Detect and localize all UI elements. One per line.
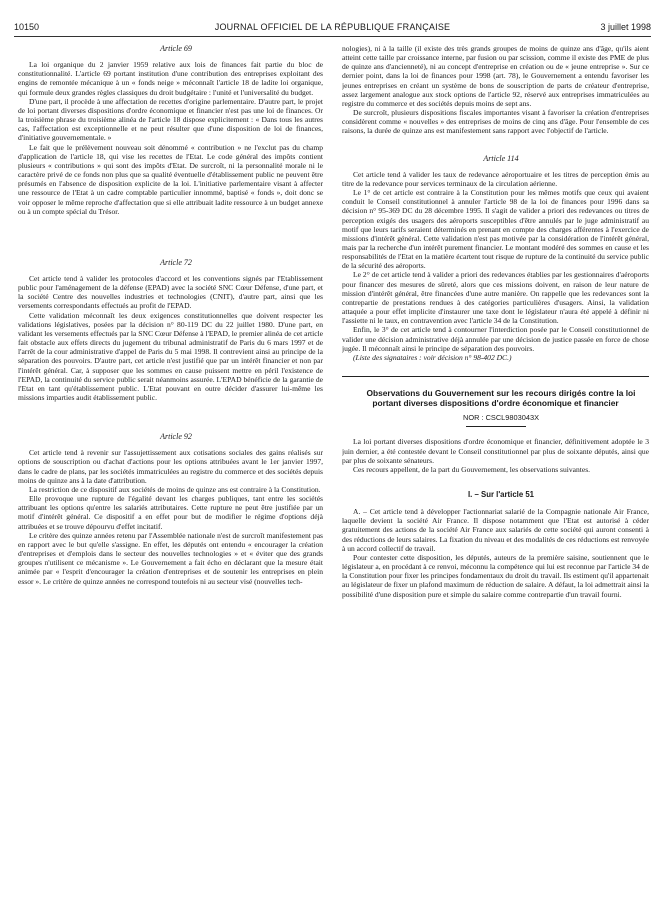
observations-paragraph: Ces recours appellent, de la part du Gouvernement, les observations suivantes. xyxy=(353,464,591,474)
article-92-paragraph: Le critère des quinze années retenu par l'Assemblée nationale n'est de surcroît manifestement pas en rapport avec le but qu'elle s'assigne. En effet, les députés ont entendu « encourager la création d'entreprises et d'emplois dans le secteur des nouvelles technologies » et « éviter que des grands groupes n'utilisent ce mécanisme ». Le Gouvernement a fait écho en déclarant que la mesure était animée par « l'esprit d'encourager la création d'entreprises et de soutenir les entreprises en plein essor ». Le critère de quinze années ne correspond toutefois ni au secteur visé (nouvelles tech- xyxy=(18,530,323,586)
article-114-paragraph: Le 1° de cet article est contraire à la Constitution pour les mêmes motifs que ceux qui avaient conduit le Conseil constitutionnel à annuler l'article 98 de la loi de finances pour 1996 dans sa décision n° 95-369 DC du 28 décembre 1995. Il s'agit de valider a priori des redevances ou titres de perception exigés des usagers des aéroports susceptibles d'être annulés par le juge administratif au motif que leurs tarifs seraient déterminés en prenant en compte des charges afférentes à l'exercice de missions d'intérêt général. Cette validation n'est pas motivée par la considération de l'intérêt général, mais par la recherche d'un intérêt purement financier. Le montant modéré des sommes en cause et les responsabilités de l'Etat en la matière écartent tout risque de rupture de la continuité du service public de la sécurité des aéroports. xyxy=(342,188,649,271)
page-number: 10150 xyxy=(14,22,40,32)
article-69-paragraph: D'une part, il procède à une affectation de recettes d'origine parlementaire. D'autre part, le projet de loi portant diverses dispositions d'ordre économique et financier n'est pas une loi de finances. Or la troisième phrase du troisième alinéa de l'article 18 dispose explicitement : « Dans tous les autres cas, l'affectation est exceptionnelle et ne peut résulter que d'une disposition de loi de finances, d'initiative gouvernementale. » xyxy=(18,96,323,143)
left-column xyxy=(18,44,323,894)
article-69-title: Article 69 xyxy=(160,44,192,53)
article-72-paragraph: Cet article tend à valider les protocoles d'accord et les conventions signés par l'Etablissement public pour l'aménagement de la défense (EPAD) avec la société SNC Cœur Défense, d'une part, et la société Centre des nouvelles industries et technologies (CNIT), d'autre part, ainsi que les versements correspondants effectués au profit de l'EPAD. xyxy=(18,273,323,311)
article-92-title: Article 92 xyxy=(160,432,192,442)
continued-paragraph: De surcroît, plusieurs dispositions fiscales importantes visant à favoriser la création d'entreprises considèrent comme « nouvelles » des entreprises de moins de cinq ans d'âge. Pour l'ensemble de ces raisons, la durée de quinze ans est manifestement sans rapport avec l'objectif de l'article. xyxy=(342,108,649,136)
nor-reference: NOR : CSCL9803043X xyxy=(463,413,539,423)
article-69-paragraph: Le fait que le prélèvement nouveau soit dénommé « contribution » ne l'exclut pas du champ d'application de l'article 18, qui vise les recettes de l'Etat. Le code général des impôts contient plusieurs « contributions » qui sont des impôts d'Etat. De surcroît, ni la personnalité morale ni le caractère privé de ce fonds non plus que sa qualité éventuelle d'établissement public ne peuvent être présumés en l'absence de disposition explicite de la loi. L'initiative parlementaire visant à affecter une ressource de l'Etat à un cadre comptable particulier innommé, baptisé « fonds », doit donc se voir opposer le même reproche d'affectation que si elle attribuait ladite ressource à un budget annexe ou à un compte spécial du Trésor. xyxy=(18,142,323,216)
article-92-paragraph: Elle provoque une rupture de l'égalité devant les charges publiques, tant entre les sociétés attribuant les options qu'entre les salariés attributaires. Cette rupture ne peut être justifiée par un motif d'intérêt général. Ce dispositif a en effet pour but de modifier le régime d'options déjà attribuées et se trouve dépourvu d'effet incitatif. xyxy=(18,494,323,531)
section-title: I. – Sur l'article 51 xyxy=(468,489,534,499)
article-114-paragraph: Enfin, le 3° de cet article tend à contourner l'interdiction posée par le Conseil constitutionnel de valider une décision administrative déjà annulée par une décision de justice passée en force de chose jugée. Il méconnaît ainsi le principe de séparation des pouvoirs. xyxy=(342,325,649,353)
page-header xyxy=(14,22,651,37)
article-92-paragraph: La restriction de ce dispositif aux sociétés de moins de quinze ans est contraire à la Constitution. xyxy=(29,484,321,494)
section-paragraph: Pour contester cette disposition, les députés, auteurs de la première saisine, soutiennent que le législateur a, en procédant à ce renvoi, méconnu la compétence qui lui est reconnue par l'article 34 de la Constitution pour fixer les principes fondamentaux du droit du travail. Ils estiment qu'il appartenait au législateur de fixer un plafond maximum de réduction de salaire. A défaut, la loi admettrait ainsi la possibilité d'une disposition pure et simple du salaire comme contrepartie d'un travail fourni. xyxy=(342,552,649,599)
journal-title: JOURNAL OFFICIEL DE LA RÉPUBLIQUE FRANÇAISE xyxy=(214,22,451,32)
right-column xyxy=(342,44,649,894)
article-114-paragraph: Cet article tend à valider les taux de redevance aéroportuaire et les titres de perception émis au titre de la redevance pour services terminaux de la circulation aérienne. xyxy=(342,169,649,188)
article-114-title: Article 114 xyxy=(483,153,519,163)
article-72-paragraph: Cette validation méconnaît les deux exigences constitutionnelles que doivent respecter les validations législatives, posées par la décision n° 80-119 DC du 22 juillet 1980. D'une part, en validant les versements effectués par la SNC Cœur Défense à l'EPAD, le premier alinéa de cet article fait obstacle aux effets directs du jugement du tribunal administratif de Paris du 6 mars 1997 et de l'arrêt de la cour administrative d'appel de Paris du 5 mai 1998. Il contrevient ainsi au principe de la séparation des pouvoirs. D'autre part, cet article n'est justifié que par un intérêt financier et non par l'intérêt général. Car, à supposer que les sommes en cause puissent mettre en péril l'existence de l'EPAD, la continuité du service public serait néanmoins assurée. L'EPAD bénéficie de la garantie de l'Etat en tant qu'établissement public. L'Etat pouvant en outre décider d'assurer lui-même les missions imparties audit établissement public. xyxy=(18,310,323,402)
observations-paragraph: La loi portant diverses dispositions d'ordre économique et financier, définitivement adoptée le 3 juin dernier, a été contestée devant le Conseil constitutionnel par plus de soixante députés, ainsi que par plus de soixante sénateurs. xyxy=(342,437,649,465)
section-paragraph: A. – Cet article tend à développer l'actionnariat salarié de la Compagnie nationale Air France, laquelle devient la société Air France. Il dispose notamment que l'Etat est autorisé à céder gratuitement des actions de la société Air France aux salariés de cette société qui auront consenti à des réductions de leurs salaires. La fixation du niveau et des modalités de ces réductions est renvoyée à un accord collectif de travail. xyxy=(342,507,649,553)
article-72-title: Article 72 xyxy=(160,257,192,267)
article-92-paragraph: Cet article tend à revenir sur l'assujettissement aux cotisations sociales des gains réalisés sur options de souscription ou d'achat d'actions pour les options attribuées avant le 1er janvier 1997, dans le cadre de plans, par les sociétés immatriculées au registre du commerce et des sociétés depuis moins de quinze ans à la date d'attribution. xyxy=(18,448,323,485)
signatures-note: (Liste des signataires : voir décision n° 98-402 DC.) xyxy=(353,352,512,362)
continued-paragraph: nologies), ni à la taille (il existe des très grands groupes de moins de quinze ans d'âge, qu'ils aient atteint cette taille par croissance interne, par fusion ou par scission, comme il existe des PME de plus de quinze ans d'ancienneté), ni au concept d'entreprise en création ou de « jeune entreprise ». Sur ce dernier point, dans la loi de finances pour 1998 (art. 78), le Gouvernement a entendu favoriser les jeunes entreprises en créant un système de bons de souscription de parts de créateur d'entreprise, assez largement analogue aux stock options de l'article 92, réservé aux entreprises immatriculées au registre du commerce et des sociétés depuis moins de sept ans. xyxy=(342,44,649,108)
observations-title: Observations du Gouvernement sur les recours dirigés contre la loi portant diverses dispositions d'ordre économique et financier xyxy=(366,388,636,408)
article-69-paragraph: La loi organique du 2 janvier 1959 relative aux lois de finances fait partie du bloc de constitutionnalité. L'article 69 portant institution d'une contribution des entreprises exploitant des engins de remontée mécanique à un « fonds neige » méconnaît l'article 18 de ladite loi organique, qui formule deux grandes règles classiques du droit budgétaire : l'unité et l'universalité du budget. xyxy=(18,60,323,97)
article-114-paragraph: Le 2° de cet article tend à valider a priori des redevances établies par les gestionnaires d'aéroports pour financer des mesures de sûreté, alors que ces missions doivent, en raison de leur nature de mission d'intérêt général, être financées d'une autre manière. On rappelle que les redevances sont la contrepartie de prestations rendues à des catégories particulières d'usagers. Ainsi, la validation attaquée a pour effet implicite d'instaurer une taxe dont le législateur n'aura été appelé à définir ni l'assiette ni le taux, en contravention avec l'article 34 de la Constitution. xyxy=(342,270,649,326)
publication-date: 3 juillet 1998 xyxy=(600,22,651,32)
